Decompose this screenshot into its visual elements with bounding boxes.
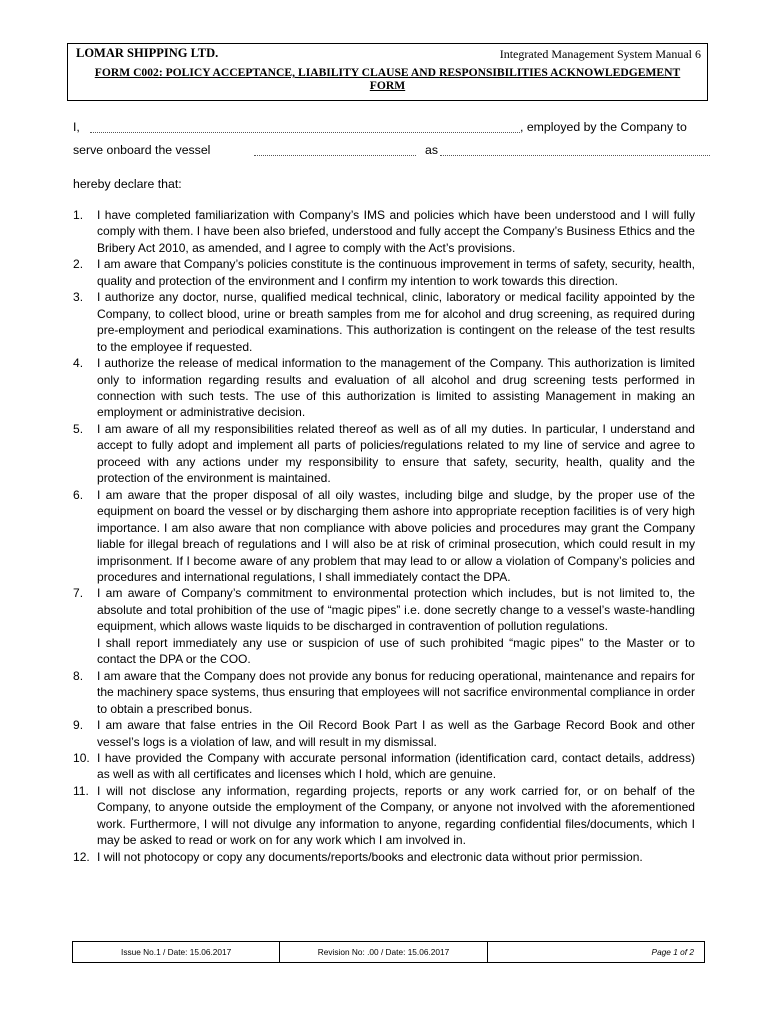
serve-text: serve onboard the vessel bbox=[73, 143, 211, 157]
page-number: Page 1 of 2 bbox=[651, 947, 694, 957]
header-box bbox=[67, 43, 708, 101]
list-item: 1. I have completed familiarization with Company’s IMS and policies which have been understood and I will fully comply with them. I have been also briefed, understood and fully accept the Company’s Business Ethics and the Bribery Act 2010, as amended, and I agree to comply with the Act’s provisions. bbox=[73, 208, 695, 255]
list-item: 8. I am aware that the Company does not provide any bonus for reducing operational, maintenance and repairs for the machinery space systems, thus ensuring that employees will not sacrifice environmental compliance in order to obtain a prescribed bonus. bbox=[73, 668, 695, 716]
form-title: FORM C002: POLICY ACCEPTANCE, LIABILITY CLAUSE AND RESPONSIBILITIES ACKNOWLEDGEMENT FORM bbox=[94, 66, 681, 92]
list-item: 6. I am aware that the proper disposal of all oily wastes, including bilge and sludge, by the proper use of the equipment on board the vessel or by discharging them ashore into appropriate reception facilities is of very high importance. I am also aware that non compliance with above policies and procedures may grant the Company liable for illegal breach of regulations and I will also be at risk of criminal prosecution, which could result in my imprisonment. If I become aware of any problem that may lead to or allow a violation of Company’s policies and procedures and international regulations, I shall immediately contact the DPA. bbox=[73, 487, 695, 584]
rank-field[interactable] bbox=[440, 155, 710, 156]
revision-info: Revision No: .00 / Date: 15.06.2017 bbox=[280, 942, 487, 962]
company-name: LOMAR SHIPPING LTD. bbox=[76, 46, 219, 60]
hereby-text: hereby declare that: bbox=[73, 177, 182, 191]
declaration-list bbox=[73, 207, 695, 865]
name-label: I, bbox=[73, 120, 80, 134]
list-item: 12. I will not photocopy or copy any documents/reports/books and electronic data without prior permission. bbox=[73, 849, 643, 864]
name-field[interactable] bbox=[90, 132, 520, 133]
list-item: 10. I have provided the Company with accurate personal information (identification card, contact details, address) as well as with all certificates and licenses which I hold, which are genuine. bbox=[73, 750, 695, 782]
list-item: 2. I am aware that Company’s policies constitute is the continuous improvement in terms of safety, security, health, quality and protection of the environment and I confirm my intention to work towards this direction. bbox=[73, 257, 695, 288]
list-item: 4. I authorize the release of medical information to the management of the Company. This authorization is limited only to information regarding results and evaluation of all alcohol and drug screening tests performed in connection with such tests. The use of this authorization is limited to assisting Management in making an employment or administrative decision. bbox=[73, 356, 695, 420]
footer-box bbox=[72, 941, 705, 963]
list-item: 7. I am aware of Company’s commitment to environmental protection which includes, but is not limited to, the absolute and total prohibition of the use of “magic pipes” i.e. done secretly change to a vessel’s waste-handling equipment, which allows waste liquids to be discharged in contravention of pollution regulations. I shall report immediately any use or suspicion of use of such prohibited “magic pipes” to the Master or to contact the DPA or the COO. bbox=[73, 586, 695, 667]
list-item: 3. I authorize any doctor, nurse, qualified medical technical, clinic, laboratory or medical facility appointed by the Company, to collect blood, urine or breath samples from me for alcohol and drug screening, as required during pre-employment and periodical examinations. This authorization is contingent on the release of the test results to the employee if requested. bbox=[73, 290, 695, 354]
vessel-field[interactable] bbox=[254, 155, 416, 156]
manual-title: Integrated Management System Manual 6 bbox=[499, 47, 701, 61]
list-item: 5. I am aware of all my responsibilities related thereof as well as of all my duties. In particular, I understand and accept to fully adopt and implement all parts of policies/regulations related to my line of service and agree to proceed with any actions under my responsibility to ensure that safety, security, health, quality and the protection of the environment is maintained. bbox=[73, 421, 695, 486]
as-label: as bbox=[425, 143, 438, 157]
employed-text: , employed by the Company to bbox=[520, 120, 687, 134]
list-item: 9. I am aware that false entries in the Oil Record Book Part I as well as the Garbage Record Book and other vessel’s logs is a violation of law, and will result in my dismissal. bbox=[73, 718, 695, 749]
issue-info: Issue No.1 / Date: 15.06.2017 bbox=[73, 942, 280, 962]
list-item: 11. I will not disclose any information, regarding projects, reports or any work carried for, or on behalf of the Company, to anyone outside the employment of the Company, or anyone not involved with the aforementioned work. Furthermore, I will not divulge any information to anyone, regarding confidential files/documents, which I may be asked to read or work on for any work which I am involved in. bbox=[73, 783, 695, 848]
